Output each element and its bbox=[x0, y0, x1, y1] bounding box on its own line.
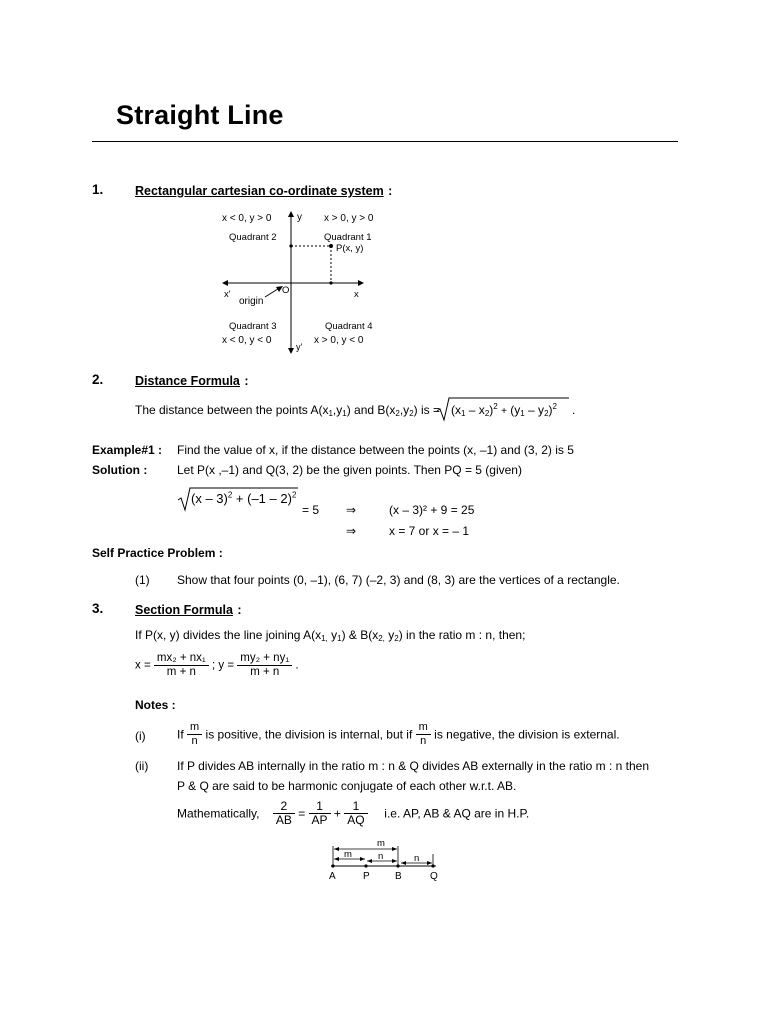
y-fraction: $\frac{\text{my₂ + ny₁}}{m + n}$ bbox=[237, 652, 292, 679]
one-over-aq: $\frac{1}{AQ}$ bbox=[344, 800, 367, 827]
harmonic-formula: Mathematically, $\frac{2}{AB}$ = $\frac{1}{AP}$ + $\frac{1}{AQ}$ i.e. AP, AB & AQ are in H.P. bbox=[177, 799, 530, 827]
one-over-ap: $\frac{1}{AP}$ bbox=[309, 800, 331, 827]
solution-step-1: (x – 3)² + 9 = 25 bbox=[389, 503, 475, 517]
q2-label: Quadrant 2 bbox=[229, 232, 277, 243]
section-1-heading: Rectangular cartesian co-ordinate system : bbox=[135, 184, 393, 198]
section-2-heading: Distance Formula : bbox=[135, 374, 249, 388]
section-2-title: Distance Formula bbox=[135, 374, 240, 388]
solution-radicand: (x – 3)$^2$ + (–1 – 2)$^2$ bbox=[191, 490, 297, 506]
x-axis-pos-arrow-icon bbox=[358, 280, 364, 286]
page-title: Straight Line bbox=[116, 100, 284, 130]
harmonic-diagram bbox=[0, 830, 768, 890]
n-label: n bbox=[378, 851, 384, 862]
m-over-n-fraction: $\frac{m}{n}$ bbox=[187, 721, 202, 748]
self-practice-num: (1) bbox=[135, 573, 150, 587]
solution-label: Solution : bbox=[92, 463, 148, 477]
section-3-title: Section Formula bbox=[135, 603, 233, 617]
q2-condition: x < 0, y > 0 bbox=[222, 213, 272, 224]
implies-symbol-1: ⇒ bbox=[346, 503, 357, 517]
point-a-label: A bbox=[329, 871, 336, 882]
cartesian-diagram bbox=[0, 0, 768, 360]
x-foot-point bbox=[329, 281, 332, 284]
q4-label: Quadrant 4 bbox=[325, 321, 373, 332]
x-neg-label: x' bbox=[224, 289, 231, 300]
note-ii-num: (ii) bbox=[135, 759, 149, 773]
self-practice-label: Self Practice Problem : bbox=[92, 546, 223, 560]
solution-text: Let P(x ,–1) and Q(3, 2) be the given points. Then PQ = 5 (given) bbox=[177, 463, 522, 477]
x-fraction: $\frac{\text{mx₂ + nx₁}}{m + n}$ bbox=[154, 652, 209, 679]
section-formula: x = $\frac{\text{mx₂ + nx₁}}{m + n}$ ; y = $\frac{\text{my₂ + ny₁}}{m + n}$ . bbox=[135, 652, 299, 678]
implies-symbol-2: ⇒ bbox=[346, 524, 357, 538]
q3-label: Quadrant 3 bbox=[229, 321, 277, 332]
two-over-ab: $\frac{2}{AB}$ bbox=[273, 800, 295, 827]
example-question: Find the value of x, if the distance between the points (x, –1) and (3, 2) is 5 bbox=[177, 443, 574, 457]
section-1-title: Rectangular cartesian co-ordinate system bbox=[135, 184, 384, 198]
x-pos-label: x bbox=[354, 289, 359, 300]
point-b-label: B bbox=[395, 871, 402, 882]
point-q-label: Q bbox=[430, 871, 438, 882]
point-p bbox=[329, 244, 333, 248]
point-label: P(x, y) bbox=[336, 243, 364, 254]
origin-label: origin bbox=[239, 296, 264, 307]
m-over-n-fraction-2: $\frac{m}{n}$ bbox=[416, 721, 431, 748]
self-practice-text: Show that four points (0, –1), (6, 7) (–2, 3) and (8, 3) are the vertices of a rectangle. bbox=[177, 573, 620, 587]
section-formula-intro: If P(x, y) divides the line joining $A(x_{1,}$ $y_1$) & $B(x_{2,}$ $y_2$) in the ratio m : n, then; bbox=[135, 628, 526, 643]
example-label: Example#1 : bbox=[92, 443, 163, 457]
m-top-label: m bbox=[377, 838, 385, 849]
note-i-num: (i) bbox=[135, 729, 146, 743]
q4-condition: x > 0, y < 0 bbox=[314, 335, 364, 346]
equals-five: = 5 bbox=[302, 503, 320, 517]
distance-formula-line: The distance between the points $A(x_1,y_1)$ and $B(x_2,y_2)$ is = bbox=[135, 403, 440, 418]
y-label: y bbox=[297, 212, 302, 223]
q3-condition: x < 0, y < 0 bbox=[222, 335, 272, 346]
distance-formula-expression: $(x_1 - x_2)^2 + (y_1 - y_2)^2$ bbox=[451, 402, 557, 418]
section-2-number: 2. bbox=[92, 372, 104, 387]
section-3-heading: Section Formula : bbox=[135, 603, 242, 617]
solution-step-2: x = 7 or x = – 1 bbox=[389, 524, 470, 538]
n-label-2: n bbox=[414, 853, 420, 864]
section-3-number: 3. bbox=[92, 601, 104, 616]
q1-condition: x > 0, y > 0 bbox=[324, 213, 374, 224]
q1-label: Quadrant 1 bbox=[324, 232, 372, 243]
origin-o-label: O bbox=[282, 285, 290, 296]
point-p-label: P bbox=[363, 871, 370, 882]
y-axis-neg-arrow-icon bbox=[288, 348, 294, 354]
distance-end-dot: . bbox=[572, 403, 576, 417]
y-axis-pos-arrow-icon bbox=[288, 211, 294, 217]
x-axis-neg-arrow-icon bbox=[222, 280, 228, 286]
m-label: m bbox=[344, 849, 352, 860]
y-foot-point bbox=[289, 244, 292, 247]
y-neg-label: y' bbox=[296, 342, 303, 352]
note-ii-line-1: If P divides AB internally in the ratio m : n & Q divides AB externally in the ratio m : n then bbox=[177, 759, 650, 773]
notes-label: Notes : bbox=[135, 698, 176, 712]
note-i-text: If $\frac{m}{n}$ is positive, the division is internal, but if $\frac{m}{n}$ is negative, the division is external. bbox=[177, 721, 620, 747]
note-ii-line-2: P & Q are said to be harmonic conjugate of each other w.r.t. AB. bbox=[177, 779, 517, 793]
section-1-number: 1. bbox=[92, 182, 104, 197]
